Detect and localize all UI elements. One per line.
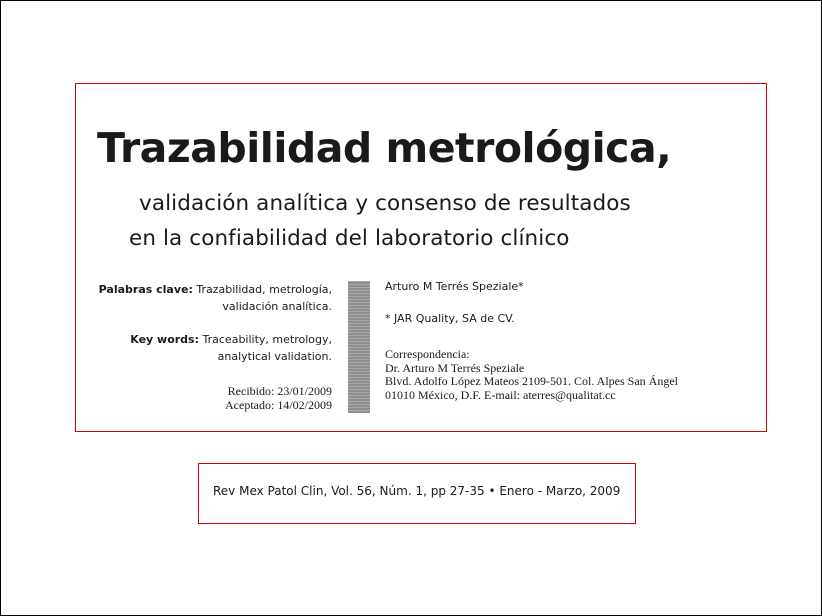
journal-citation: Rev Mex Patol Clin, Vol. 56, Núm. 1, pp 27-35 • Enero - Marzo, 2009 xyxy=(213,484,621,498)
correspondence-block xyxy=(385,348,678,402)
keywords-spanish-line1 xyxy=(92,281,332,298)
article-subtitle-line1: validación analítica y consenso de resultados xyxy=(139,191,631,216)
article-subtitle-line2: en la confiabilidad del laboratorio clínico xyxy=(129,226,570,251)
correspondence-label: Correspondencia: xyxy=(385,347,470,361)
article-title: Trazabilidad metrológica, xyxy=(97,124,672,172)
keywords-spanish-label: Palabras clave: xyxy=(98,283,193,296)
keywords-english-terms1: Traceability, metrology, xyxy=(202,333,332,346)
author-affiliation: * JAR Quality, SA de CV. xyxy=(385,312,515,325)
received-date: Recibido: 23/01/2009 xyxy=(227,384,332,398)
keywords-english-label: Key words: xyxy=(130,333,200,346)
keywords-spanish-terms2: validación analítica. xyxy=(222,300,332,313)
keywords-spanish xyxy=(92,281,332,315)
keywords-english-terms2: analytical validation. xyxy=(217,350,332,363)
correspondence-name: Dr. Arturo M Terrés Speziale xyxy=(385,360,525,375)
keywords-english xyxy=(92,331,332,365)
author-name: Arturo M Terrés Speziale* xyxy=(385,280,524,293)
correspondence-address-line2: 01010 México, D.F. E-mail: aterres@qualitat.cc xyxy=(385,387,616,402)
correspondence-address-line1: Blvd. Adolfo López Mateos 2109-501. Col. Alpes San Ángel xyxy=(385,374,678,388)
accepted-date: Aceptado: 14/02/2009 xyxy=(225,398,332,412)
divider-bar xyxy=(348,281,370,413)
article-dates xyxy=(225,384,332,412)
keywords-spanish-terms1: Trazabilidad, metrología, xyxy=(196,283,332,296)
keywords-english-line1 xyxy=(92,331,332,348)
